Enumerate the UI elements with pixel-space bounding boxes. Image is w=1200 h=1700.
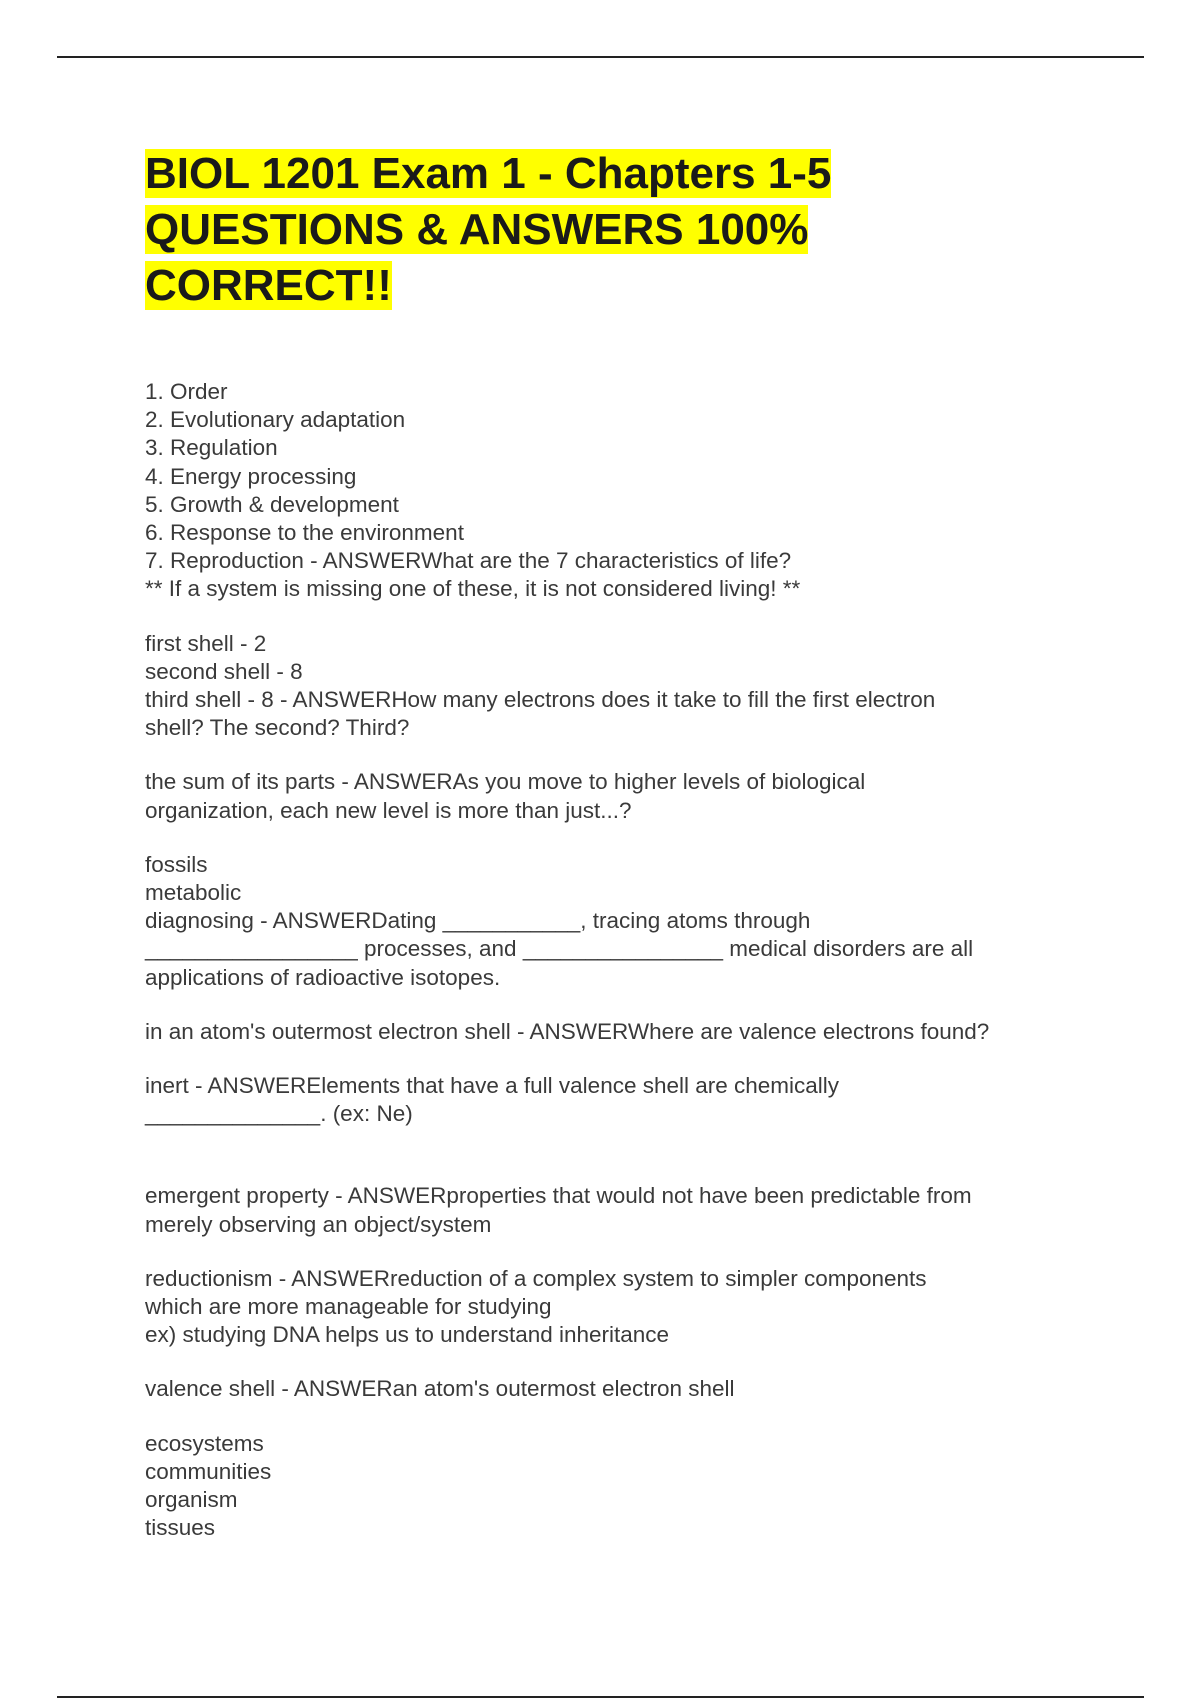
- bottom-rule: [57, 1696, 1144, 1698]
- qa-block-reductionism: reductionism - ANSWERreduction of a complex system to simpler components which are more manageable for studying ex) studying DNA helps us to understand inheritance: [145, 1265, 927, 1348]
- title-line-2: QUESTIONS & ANSWERS 100%: [145, 205, 809, 254]
- title-line-1: BIOL 1201 Exam 1 - Chapters 1-5: [145, 149, 832, 198]
- qa-block-electron-shells: first shell - 2 second shell - 8 third shell - 8 - ANSWERHow many electrons does it take to fill the first electron shell? The second? Third?: [145, 630, 936, 741]
- qa-block-valence-shell: valence shell - ANSWERan atom's outermost electron shell: [145, 1376, 735, 1402]
- qa-block-inert: inert - ANSWERElements that have a full valence shell are chemically ______________. (ex: Ne): [145, 1073, 840, 1127]
- qa-block-emergent-property: emergent property - ANSWERproperties that would not have been predictable from merely observing an object/system: [145, 1183, 972, 1237]
- qa-list: [145, 378, 1075, 1543]
- top-rule: [57, 56, 1144, 58]
- qa-block-levels-of-organization: ecosystems communities organism tissues: [145, 1430, 272, 1541]
- qa-block-valence-electrons: in an atom's outermost electron shell - ANSWERWhere are valence electrons found?: [145, 1018, 990, 1044]
- qa-block-radioactive-isotopes: fossils metabolic diagnosing - ANSWERDating ___________, tracing atoms through _________________ processes, and ________________ medical disorders are all applications of radioactive isotopes.: [145, 851, 974, 990]
- document-body: [145, 146, 1075, 1543]
- title-line-3: CORRECT!!: [145, 261, 392, 310]
- qa-block-characteristics-of-life: 1. Order 2. Evolutionary adaptation 3. Regulation 4. Energy processing 5. Growth & development 6. Response to the environment 7. Reproduction - ANSWERWhat are the 7 characteristics of life? ** If a system is missing one of these, it is not considered living! **: [145, 379, 801, 602]
- qa-block-sum-of-parts: the sum of its parts - ANSWERAs you move to higher levels of biological organization, each new level is more than just...?: [145, 769, 866, 823]
- document-title: [145, 146, 1075, 314]
